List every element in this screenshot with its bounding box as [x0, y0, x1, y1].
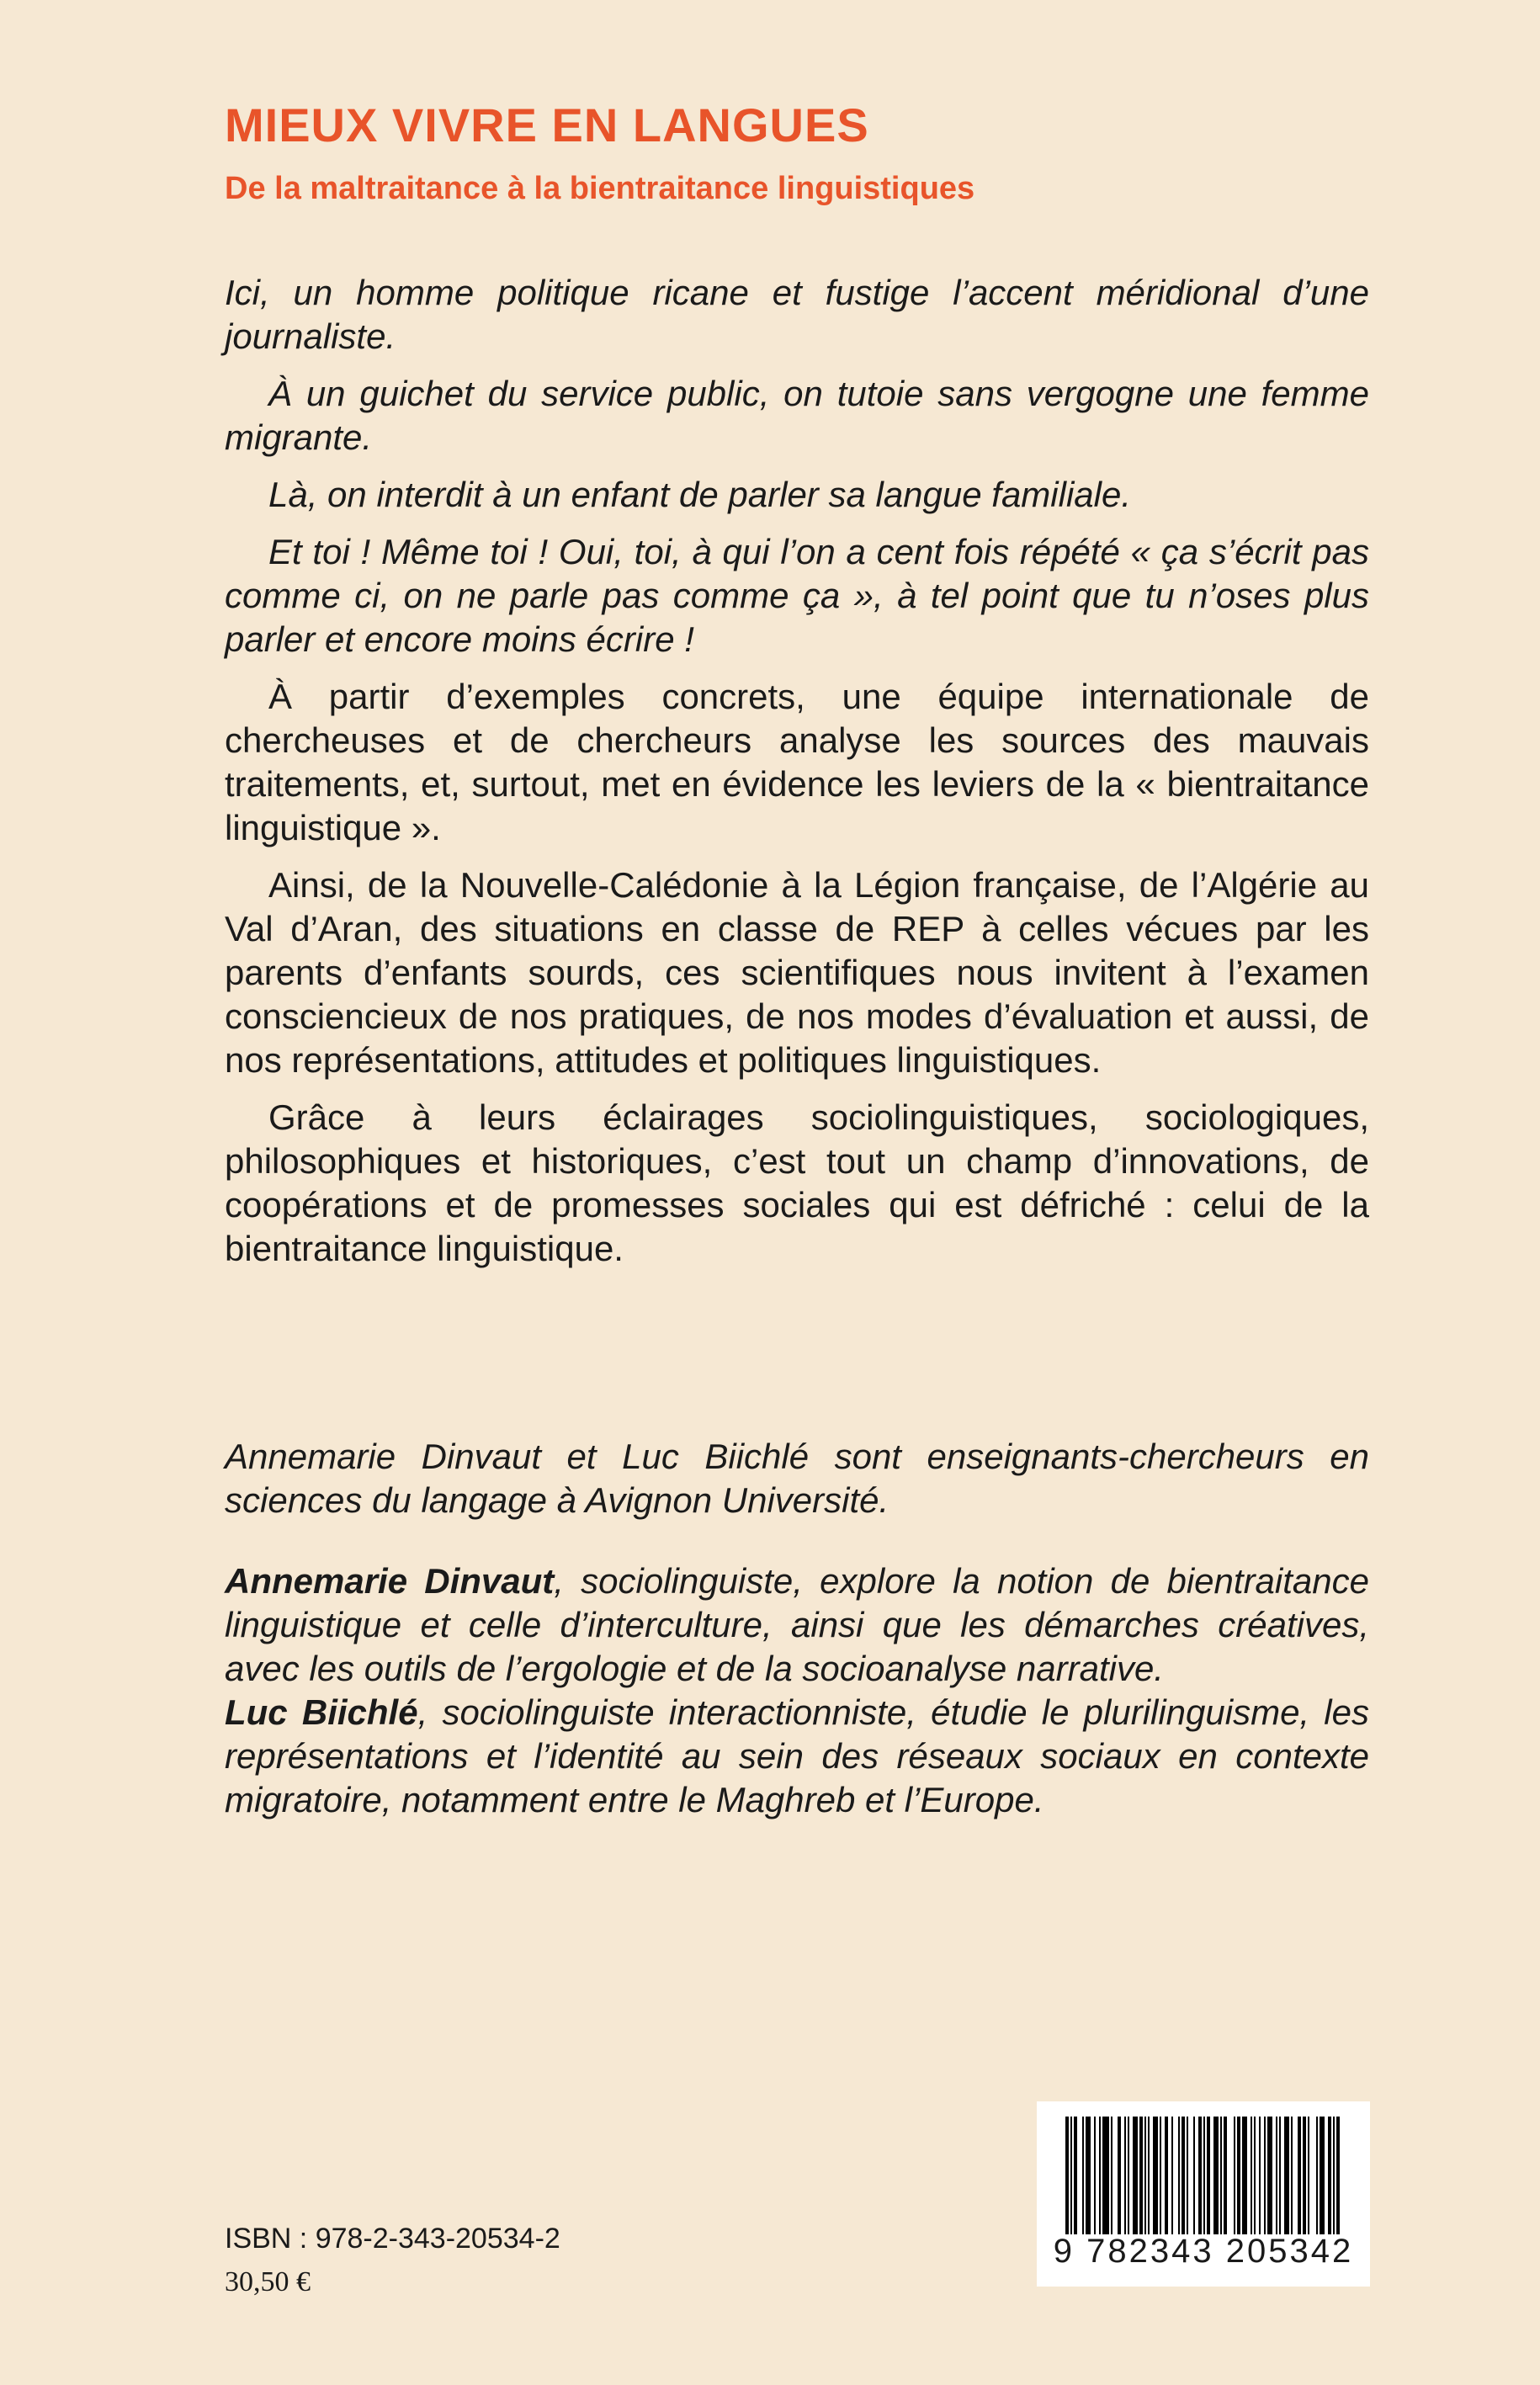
barcode-bar — [1111, 2117, 1113, 2234]
barcode-bar — [1234, 2117, 1235, 2234]
barcode-bar — [1259, 2117, 1261, 2234]
blurb-paragraph: À un guichet du service public, on tutoie sans vergogne une femme migrante. — [225, 374, 1369, 457]
barcode-bar — [1144, 2117, 1146, 2234]
barcode-bar — [1171, 2117, 1173, 2234]
barcode-bar — [1264, 2117, 1266, 2234]
barcode-bar — [1242, 2117, 1247, 2234]
barcode-bar — [1316, 2117, 1318, 2234]
barcode-bar — [1333, 2117, 1335, 2234]
barcode-bar — [1133, 2117, 1138, 2234]
author-description: , sociolinguiste, explore la notion de bientraitance linguistique et celle d’interculture, ainsi que les démarches créatives, avec les outils de l’ergologie et de la socioanalyse narrative. — [225, 1561, 1369, 1688]
blurb-paragraph: Et toi ! Même toi ! Oui, toi, à qui l’on a cent fois répété « ça s’écrit pas comme ci, on ne parle pas comme ça », à tel point que tu n’oses plus parler et encore moins écrire ! — [225, 532, 1369, 659]
barcode-bar — [1082, 2117, 1084, 2234]
isbn-label: ISBN : 978-2-343-20534-2 — [225, 2223, 560, 2255]
barcode-bar — [1148, 2117, 1150, 2234]
blurb-paragraph: Ainsi, de la Nouvelle-Calédonie à la Légion française, de l’Algérie au Val d’Aran, des situations en classe de REP à celles vécues par les parents d’enfants sourds, ces scientifiques nous invitent à l’examen consciencieux de nos pratiques, de nos modes d’évaluation et aussi, de nos représentations, attitudes et politiques linguistiques. — [225, 865, 1369, 1080]
barcode-number: 9 782343 205342 — [1053, 2233, 1354, 2270]
barcode-bar — [1182, 2117, 1185, 2234]
barcode-bar — [1254, 2117, 1256, 2234]
author-description: , sociolinguiste interactionniste, étudie le plurilinguisme, les représentations et l’identité au sein des réseaux sociaux en contexte migratoire, notamment entre le Maghreb et l’Europe. — [225, 1692, 1369, 1819]
authors-intro: Annemarie Dinvaut et Luc Biichlé sont enseignants-chercheurs en sciences du langage à Avignon Université. — [225, 1437, 1369, 1520]
barcode-bar — [1178, 2117, 1180, 2234]
barcode-bars-icon — [1062, 2117, 1345, 2234]
barcode-bar — [1070, 2117, 1072, 2234]
barcode-bar — [1320, 2117, 1325, 2234]
barcode-bar — [1207, 2117, 1210, 2234]
author-bio-biichle — [225, 1691, 1369, 1822]
barcode-bar — [1086, 2117, 1091, 2234]
barcode-bar — [1160, 2117, 1161, 2234]
barcode-bar — [1267, 2117, 1272, 2234]
barcode-bar — [1198, 2117, 1202, 2234]
barcode-bar — [1102, 2117, 1109, 2234]
author-name: Luc Biichlé — [225, 1692, 418, 1732]
barcode-bar — [1124, 2117, 1126, 2234]
barcode-bar — [1276, 2117, 1277, 2234]
barcode-bar — [1251, 2117, 1252, 2234]
back-cover-blurb — [225, 271, 1369, 1284]
barcode-bar — [1279, 2117, 1281, 2234]
blurb-paragraph: Ici, un homme politique ricane et fustige l’accent méridional d’une journaliste. — [225, 273, 1369, 356]
barcode-bar — [1139, 2117, 1143, 2234]
barcode-bar — [1128, 2117, 1129, 2234]
author-bio-dinvaut — [225, 1559, 1369, 1691]
author-name: Annemarie Dinvaut — [225, 1561, 555, 1601]
price-label: 30,50 € — [225, 2266, 311, 2297]
barcode-bar — [1303, 2117, 1306, 2234]
barcode — [1037, 2101, 1370, 2287]
author-bios — [225, 1435, 1369, 1822]
barcode-bar — [1153, 2117, 1158, 2234]
barcode-bar — [1065, 2117, 1069, 2234]
barcode-bar — [1094, 2117, 1096, 2234]
book-subtitle: De la maltraitance à la bientraitance linguistiques — [225, 171, 975, 206]
barcode-bar — [1308, 2117, 1309, 2234]
barcode-bar — [1074, 2117, 1077, 2234]
barcode-bar — [1203, 2117, 1205, 2234]
blurb-paragraph: Grâce à leurs éclairages sociolinguistiques, sociologiques, philosophiques et historiques, c’est tout un champ d’innovations, de coopérations et de promesses sociales qui est défriché : celui de la bientraitance linguistique. — [225, 1097, 1369, 1268]
barcode-bar — [1298, 2117, 1301, 2234]
barcode-bar — [1118, 2117, 1121, 2234]
barcode-bar — [1237, 2117, 1240, 2234]
barcode-bar — [1284, 2117, 1289, 2234]
barcode-bar — [1336, 2117, 1340, 2234]
barcode-bar — [1187, 2117, 1188, 2234]
blurb-paragraph: Là, on interdit à un enfant de parler sa langue familiale. — [268, 475, 1132, 514]
barcode-bar — [1099, 2117, 1101, 2234]
barcode-bar — [1213, 2117, 1219, 2234]
book-title: MIEUX VIVRE EN LANGUES — [225, 98, 869, 151]
barcode-bar — [1291, 2117, 1293, 2234]
barcode-bar — [1220, 2117, 1222, 2234]
blurb-paragraph: À partir d’exemples concrets, une équipe internationale de chercheuses et de chercheurs analyse les sources des mauvais traitements, et, surtout, met en évidence les leviers de la « bientraitance linguistique ». — [225, 677, 1369, 847]
barcode-bar — [1193, 2117, 1195, 2234]
barcode-bar — [1165, 2117, 1168, 2234]
barcode-bar — [1328, 2117, 1331, 2234]
barcode-bar — [1224, 2117, 1227, 2234]
